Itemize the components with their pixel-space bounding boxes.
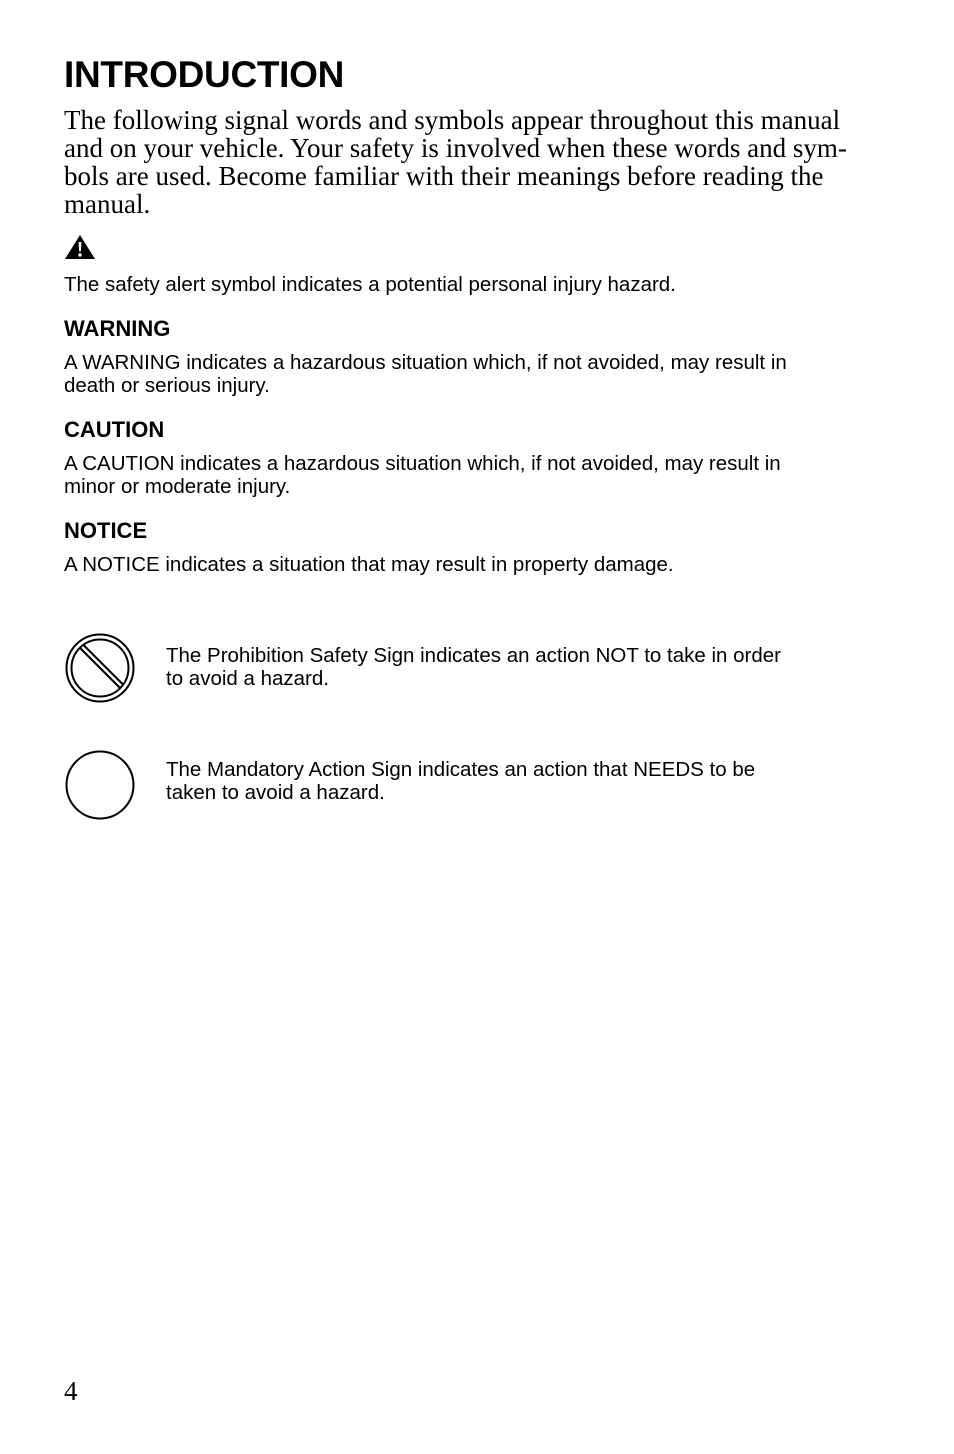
caution-line: A CAUTION indicates a hazardous situation which, if not avoided, may result in — [64, 452, 781, 475]
notice-heading: NOTICE — [64, 518, 148, 543]
intro-line: and on your vehicle. Your safety is involved when these words and sym- — [64, 133, 847, 163]
warning-line: death or serious injury. — [64, 374, 270, 397]
manual-page — [64, 0, 874, 1454]
intro-line: The following signal words and symbols appear throughout this manual — [64, 105, 841, 135]
page-title: INTRODUCTION — [64, 54, 345, 95]
intro-paragraph — [64, 106, 869, 218]
mandatory-line: taken to avoid a hazard. — [166, 781, 385, 804]
caution-heading: CAUTION — [64, 417, 165, 442]
intro-line: bols are used. Become familiar with their meanings before reading the — [64, 161, 824, 191]
warning-description — [64, 351, 869, 397]
safety-alert-description: The safety alert symbol indicates a potential personal injury hazard. — [64, 273, 676, 296]
caution-line: minor or moderate injury. — [64, 475, 291, 498]
warning-heading: WARNING — [64, 316, 171, 341]
caution-description — [64, 452, 869, 498]
prohibition-line: to avoid a hazard. — [166, 667, 329, 690]
mandatory-line: The Mandatory Action Sign indicates an action that NEEDS to be — [166, 758, 756, 781]
mandatory-action-sign-icon — [64, 749, 136, 821]
mandatory-sign-description — [166, 758, 866, 804]
page-number: 4 — [64, 1376, 78, 1406]
intro-line: manual. — [64, 189, 151, 219]
prohibition-line: The Prohibition Safety Sign indicates an action NOT to take in order — [166, 644, 781, 667]
prohibition-sign-description — [166, 644, 866, 690]
safety-alert-triangle-icon — [64, 234, 96, 260]
notice-description: A NOTICE indicates a situation that may result in property damage. — [64, 553, 674, 576]
prohibition-sign-icon — [64, 632, 136, 704]
warning-line: A WARNING indicates a hazardous situation which, if not avoided, may result in — [64, 351, 787, 374]
